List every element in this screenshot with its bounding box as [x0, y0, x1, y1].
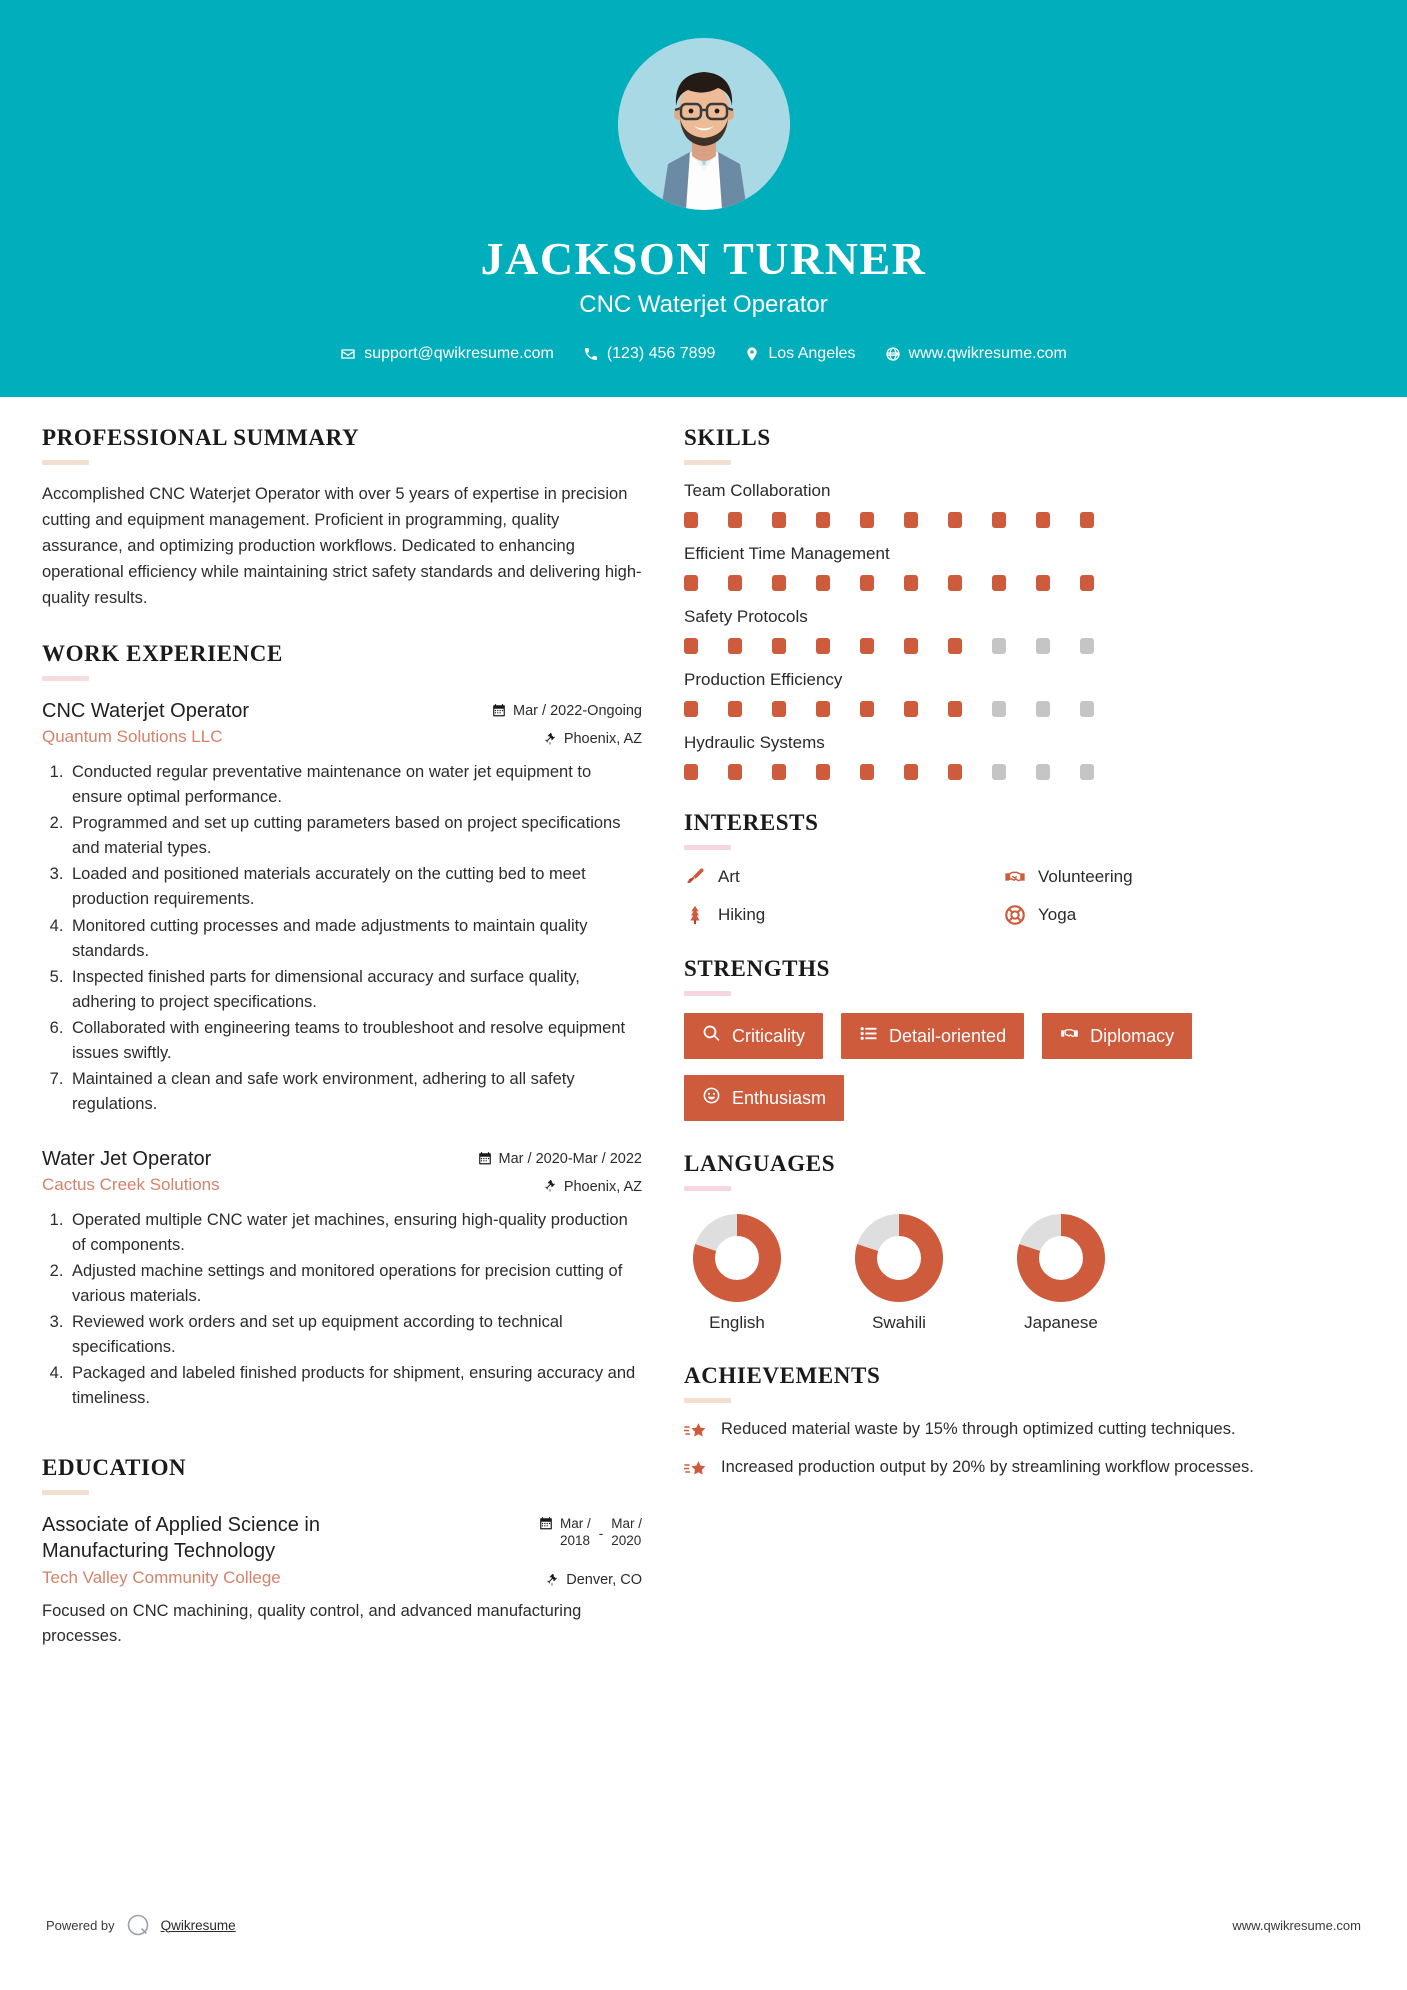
skill-level-dot: [684, 512, 698, 528]
skill-level-dot: [684, 575, 698, 591]
achievements-list: [684, 1418, 1324, 1480]
skill-level-dot: [1080, 638, 1094, 654]
bullet: 1. Conducted regular preventative maintenance on water jet equipment to ensure optimal performance.: [68, 760, 642, 810]
language-donut-chart: [852, 1211, 946, 1305]
experience-bullets: [42, 1208, 642, 1412]
education-start-year: 2018: [559, 1533, 591, 1549]
experience-header: [42, 699, 642, 725]
education-start-month: Mar /: [559, 1516, 591, 1532]
section-rule: [684, 1398, 731, 1403]
strength-label: Diplomacy: [1090, 1025, 1175, 1046]
experience-location: [543, 1175, 642, 1195]
avatar: [618, 38, 790, 210]
experience-date-text: Mar / 2020-Mar / 2022: [498, 1151, 642, 1168]
section-skills: [684, 425, 1324, 780]
section-strengths: [684, 956, 1324, 1121]
skill-level-dot: [816, 764, 830, 780]
experience-location-text: Phoenix, AZ: [563, 731, 642, 748]
section-title-summary: PROFESSIONAL SUMMARY: [42, 425, 360, 450]
skill-level-meter: [684, 764, 1324, 780]
education-end-date: [611, 1516, 642, 1550]
skill-level-dot: [772, 575, 786, 591]
strength-label: Criticality: [732, 1025, 806, 1046]
skill-level-dot: [860, 701, 874, 717]
skill-level-dot: [904, 701, 918, 717]
tree-icon: [684, 904, 706, 926]
skill-level-dot: [816, 638, 830, 654]
interests-grid: [684, 866, 1324, 926]
bullet: 1. Operated multiple CNC water jet machines, ensuring high-quality production of components.: [68, 1208, 642, 1258]
skill-level-dot: [904, 512, 918, 528]
map-pin-icon: [744, 346, 760, 362]
phone-icon: [583, 346, 599, 362]
interest-item: [1004, 866, 1324, 888]
skill-level-dot: [992, 638, 1006, 654]
skill-level-dot: [728, 512, 742, 528]
strength-chip-enthusiasm[interactable]: [684, 1075, 844, 1121]
summary-text: Accomplished CNC Waterjet Operator with over 5 years of expertise in precision cutting and equipment management. Proficient in programming, quality assurance, and optimizing production workflows. Dedicated to enhancing operational efficiency while maintaining strict safety standards and delivering high-quality results.: [42, 485, 642, 607]
experience-role: CNC Waterjet Operator: [42, 700, 250, 723]
section-title-experience: WORK EXPERIENCE: [42, 641, 283, 667]
bullet: 6. Collaborated with engineering teams to troubleshoot and resolve equipment issues swiftly.: [68, 1016, 642, 1066]
footer: [0, 1912, 1407, 1938]
language-item: [684, 1211, 790, 1333]
skill-level-dot: [860, 764, 874, 780]
bullet: 4. Monitored cutting processes and made adjustments to maintain quality standards.: [68, 914, 642, 964]
contact-row: [0, 345, 1407, 363]
language-donut-chart: [1014, 1211, 1108, 1305]
education-dates: [539, 1512, 642, 1550]
skill-level-dot: [992, 575, 1006, 591]
experience-role: Water Jet Operator: [42, 1148, 212, 1171]
contact-email-text: support@qwikresume.com: [364, 345, 554, 362]
strength-chip-detail-oriented[interactable]: [841, 1013, 1024, 1059]
skill-level-dot: [860, 512, 874, 528]
section-title-education: EDUCATION: [42, 1455, 187, 1481]
skill-level-dot: [948, 575, 962, 591]
resume-header: [0, 0, 1407, 397]
magnifier-icon: [702, 1024, 721, 1048]
skill-level-dot: [816, 512, 830, 528]
skill-level-dot: [948, 638, 962, 654]
experience-date: [478, 1147, 642, 1167]
education-school: Tech Valley Community College: [42, 1568, 281, 1588]
bullet: 2. Adjusted machine settings and monitored operations for precision cutting of various materials.: [68, 1259, 642, 1309]
skill-item: [684, 670, 1324, 717]
job-title: CNC Waterjet Operator: [579, 291, 828, 318]
section-work-experience: [42, 641, 642, 1411]
bullet: 3. Loaded and positioned materials accurately on the cutting bed to meet production requirements.: [68, 862, 642, 912]
experience-company: Cactus Creek Solutions: [42, 1174, 220, 1194]
interest-item: [1004, 904, 1324, 926]
section-rule: [684, 845, 731, 850]
experience-date-text: Mar / 2022-Ongoing: [513, 703, 642, 720]
calendar-icon: [539, 1516, 553, 1531]
strength-label: Enthusiasm: [732, 1087, 827, 1108]
skill-level-meter: [684, 575, 1324, 591]
education-degree: Associate of Applied Science in Manufacturing Technology: [42, 1514, 320, 1563]
interest-item: [684, 904, 1004, 926]
skill-level-dot: [728, 764, 742, 780]
skill-level-dot: [992, 512, 1006, 528]
skill-level-dot: [728, 701, 742, 717]
section-rule: [42, 676, 89, 681]
powered-by-label: Powered by: [46, 1917, 115, 1933]
education-end-year: 2020: [611, 1533, 642, 1549]
lifebuoy-icon: [1004, 904, 1026, 926]
education-location-text: Denver, CO: [566, 1572, 642, 1589]
skill-item: [684, 607, 1324, 654]
skill-level-dot: [1036, 701, 1050, 717]
experience-date: [492, 699, 642, 719]
smiley-icon: [702, 1086, 721, 1110]
section-professional-summary: [42, 425, 642, 611]
pushpin-icon: [543, 732, 557, 747]
experience-subheader: [42, 1175, 642, 1195]
skill-level-dot: [992, 764, 1006, 780]
skill-level-dot: [904, 764, 918, 780]
skill-level-dot: [904, 638, 918, 654]
skill-name: Production Efficiency: [684, 670, 843, 689]
skill-name: Hydraulic Systems: [684, 733, 825, 752]
skill-level-dot: [1080, 512, 1094, 528]
section-rule: [684, 1186, 731, 1191]
experience-company: Quantum Solutions LLC: [42, 727, 223, 747]
interest-label: Hiking: [718, 905, 766, 924]
bullet: 3. Reviewed work orders and set up equipment according to technical specifications.: [68, 1310, 642, 1360]
skill-level-dot: [1080, 701, 1094, 717]
bullet: 5. Inspected finished parts for dimensional accuracy and surface quality, adhering to project specifications.: [68, 965, 642, 1015]
skill-level-dot: [1080, 575, 1094, 591]
contact-website-text: www.qwikresume.com: [908, 345, 1067, 362]
section-title-languages: LANGUAGES: [684, 1151, 836, 1176]
language-label: English: [709, 1313, 765, 1332]
experience-location: [543, 727, 642, 747]
contact-email[interactable]: [329, 345, 565, 363]
experience-subheader: [42, 727, 642, 747]
skill-level-meter: [684, 638, 1324, 654]
left-column: [42, 425, 642, 1667]
education-description: Focused on CNC machining, quality control, and advanced manufacturing processes.: [42, 1602, 582, 1646]
list-icon: [859, 1024, 878, 1048]
skill-level-dot: [1036, 575, 1050, 591]
achievement-item: [684, 1456, 1324, 1480]
skill-level-dot: [1036, 512, 1050, 528]
skill-level-dot: [684, 638, 698, 654]
education-start-date: [560, 1516, 591, 1550]
section-interests: [684, 810, 1324, 926]
section-achievements: [684, 1363, 1324, 1480]
section-rule: [684, 991, 731, 996]
skills-list: [684, 481, 1324, 780]
skill-level-dot: [948, 764, 962, 780]
skill-level-meter: [684, 512, 1324, 528]
globe-icon: [885, 346, 901, 362]
strength-chip-criticality[interactable]: [684, 1013, 823, 1059]
skill-level-dot: [904, 575, 918, 591]
achievement-item: [684, 1418, 1324, 1442]
envelope-icon: [340, 346, 356, 362]
skill-level-dot: [816, 701, 830, 717]
skill-level-dot: [1080, 764, 1094, 780]
skill-level-dot: [948, 701, 962, 717]
contact-location[interactable]: [733, 345, 866, 363]
contact-phone-text: (123) 456 7899: [606, 345, 716, 362]
experience-header: [42, 1147, 642, 1173]
education-end-month: Mar /: [611, 1516, 642, 1532]
skill-item: [684, 733, 1324, 780]
skill-level-dot: [860, 638, 874, 654]
section-education: [42, 1455, 642, 1649]
interest-label: Art: [718, 867, 740, 886]
language-item: [1008, 1211, 1114, 1333]
education-item: [42, 1512, 642, 1649]
skill-level-dot: [728, 638, 742, 654]
skill-item: [684, 544, 1324, 591]
calendar-icon: [478, 1151, 492, 1166]
pushpin-icon: [545, 1573, 559, 1588]
section-title-interests: INTERESTS: [684, 810, 819, 835]
education-subheader: [42, 1568, 642, 1588]
skill-level-dot: [684, 764, 698, 780]
interest-label: Volunteering: [1038, 867, 1133, 886]
skill-level-dot: [948, 512, 962, 528]
education-location: [545, 1568, 642, 1588]
skill-level-dot: [772, 638, 786, 654]
experience-item: [42, 699, 642, 1117]
contact-location-text: Los Angeles: [768, 345, 856, 362]
strength-label: Detail-oriented: [889, 1025, 1007, 1046]
bullet: 2. Programmed and set up cutting parameters based on project specifications and material types.: [68, 811, 642, 861]
shooting-star-icon: [684, 1418, 708, 1442]
achievement-text: Increased production output by 20% by streamlining workflow processes.: [721, 1458, 1254, 1476]
section-rule: [42, 1490, 89, 1495]
skill-level-dot: [860, 575, 874, 591]
skill-name: Team Collaboration: [684, 481, 831, 500]
strengths-list: [684, 1013, 1324, 1121]
handshake-icon: [1004, 866, 1026, 888]
skill-level-dot: [728, 575, 742, 591]
language-item: [846, 1211, 952, 1333]
strength-chip-diplomacy[interactable]: [1042, 1013, 1192, 1059]
achievement-text: Reduced material waste by 15% through optimized cutting techniques.: [721, 1420, 1236, 1438]
bullet: 4. Packaged and labeled finished products for shipment, ensuring accuracy and timeliness.: [68, 1361, 642, 1411]
right-column: [684, 425, 1324, 1498]
paintbrush-icon: [684, 866, 706, 888]
section-rule: [42, 460, 89, 465]
section-rule: [684, 460, 731, 465]
language-label: Japanese: [1024, 1313, 1098, 1332]
skill-name: Efficient Time Management: [684, 544, 890, 563]
page-title: JACKSON TURNER: [480, 233, 927, 284]
skill-name: Safety Protocols: [684, 607, 808, 626]
experience-location-text: Phoenix, AZ: [563, 1178, 642, 1195]
footer-url[interactable]: www.qwikresume.com: [1232, 1917, 1361, 1933]
skill-level-dot: [772, 764, 786, 780]
skill-level-dot: [992, 701, 1006, 717]
qwikresume-brand-link[interactable]: Qwikresume: [160, 1917, 236, 1933]
skill-level-dot: [684, 701, 698, 717]
skill-level-dot: [772, 701, 786, 717]
bullet: 7. Maintained a clean and safe work environment, adhering to all safety regulations.: [68, 1067, 642, 1117]
date-separator: -: [598, 1525, 604, 1541]
qwikresume-logo-icon: [125, 1912, 151, 1938]
skill-level-dot: [816, 575, 830, 591]
shooting-star-icon: [684, 1456, 708, 1480]
skill-level-dot: [772, 512, 786, 528]
calendar-icon: [492, 703, 506, 718]
languages-list: [684, 1211, 1324, 1333]
resume-body: [0, 397, 1407, 1667]
language-donut-chart: [690, 1211, 784, 1305]
section-title-achievements: ACHIEVEMENTS: [684, 1363, 881, 1388]
pushpin-icon: [543, 1179, 557, 1194]
skill-item: [684, 481, 1324, 528]
interest-item: [684, 866, 1004, 888]
section-title-strengths: STRENGTHS: [684, 956, 831, 981]
powered-by: [46, 1912, 236, 1938]
section-title-skills: SKILLS: [684, 425, 771, 450]
language-label: Swahili: [872, 1313, 926, 1332]
skill-level-meter: [684, 701, 1324, 717]
section-languages: [684, 1151, 1324, 1333]
skill-level-dot: [1036, 764, 1050, 780]
education-header: [42, 1512, 642, 1564]
experience-item: [42, 1147, 642, 1411]
interest-label: Yoga: [1038, 905, 1077, 924]
contact-website[interactable]: [874, 345, 1078, 363]
handshake-icon: [1060, 1024, 1079, 1048]
skill-level-dot: [1036, 638, 1050, 654]
contact-phone[interactable]: [572, 345, 727, 363]
experience-bullets: [42, 760, 642, 1117]
